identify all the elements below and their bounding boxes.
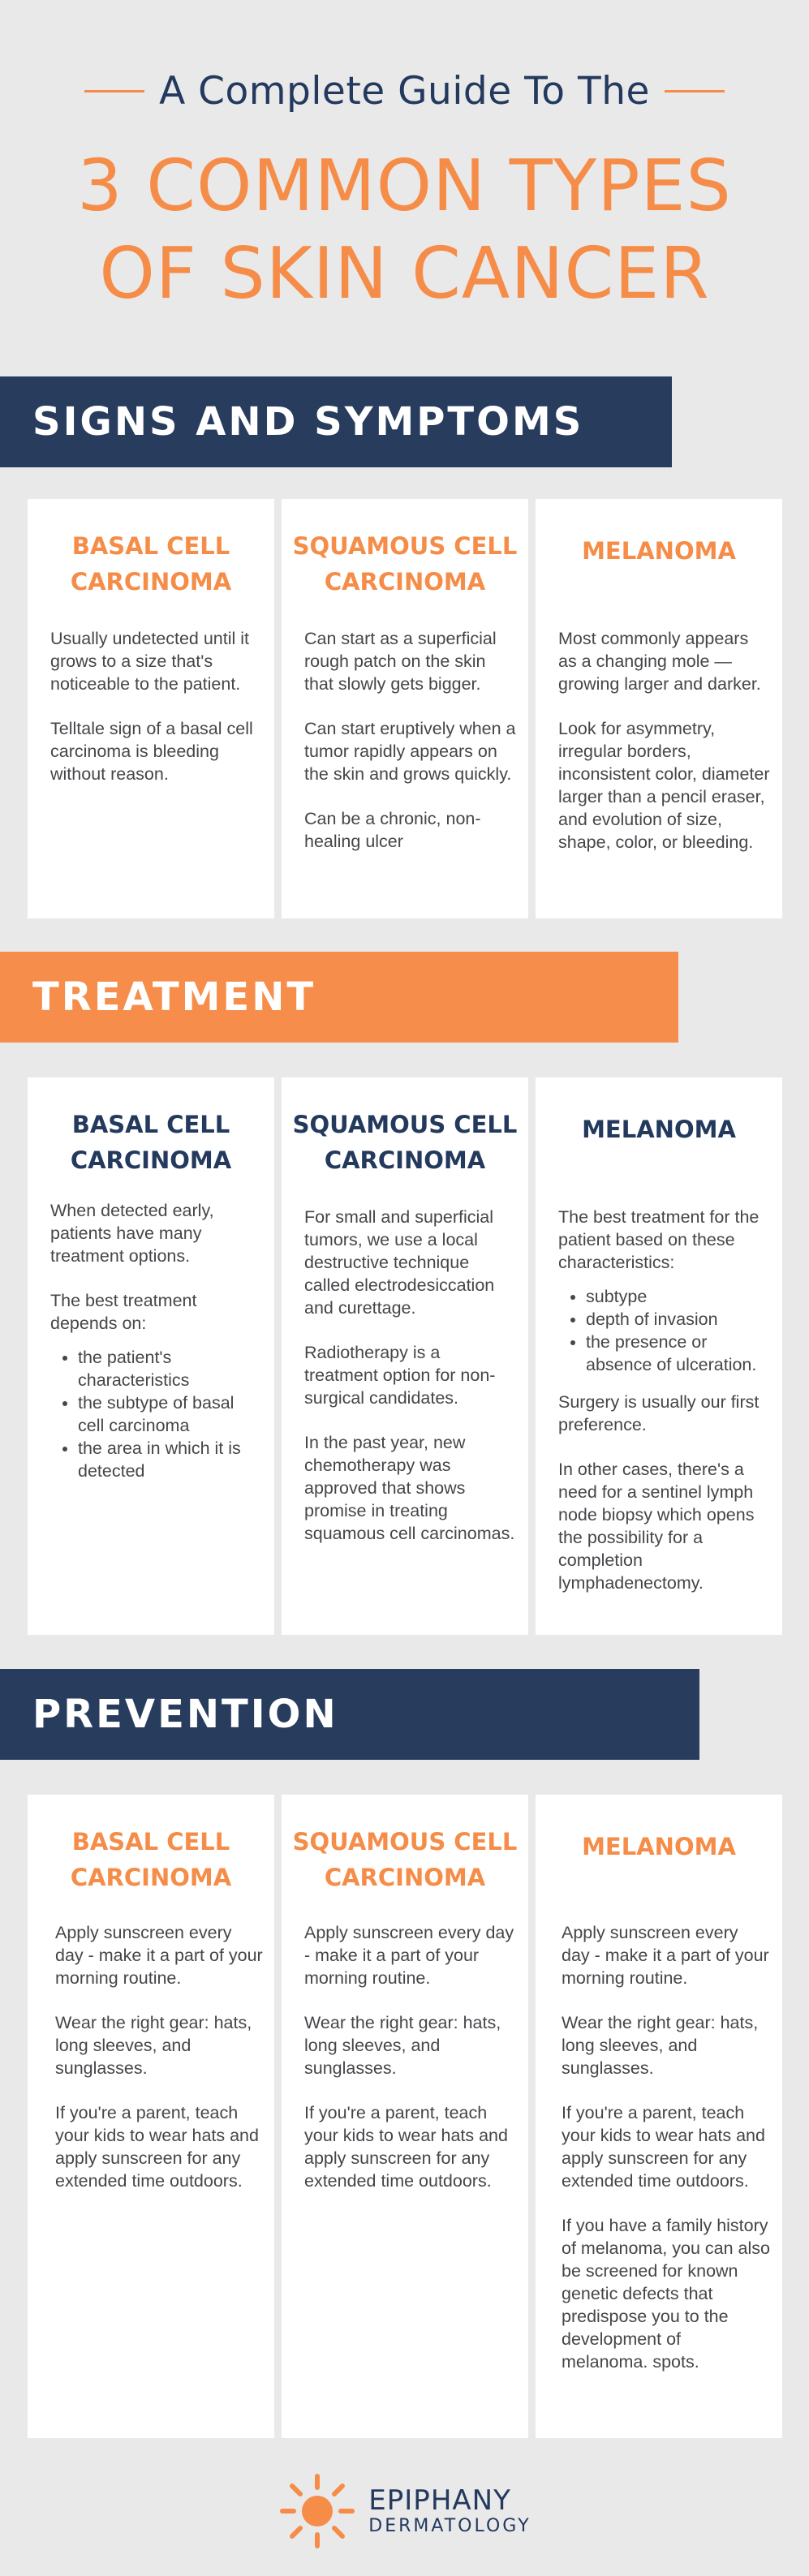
section-banner-treatment: [0, 952, 678, 1043]
card-body: [50, 627, 263, 807]
card-title: [544, 1112, 774, 1147]
signs-card-squamous: [282, 499, 528, 918]
card-title-line: CARCINOMA: [70, 568, 232, 596]
section-heading-signs: SIGNS AND SYMPTOMS: [32, 399, 584, 445]
sun-icon: [278, 2471, 357, 2551]
card-paragraph: Wear the right gear: hats, long sleeves, and sunglasses.: [304, 2013, 501, 2078]
card-body: [562, 1921, 771, 2395]
card-paragraph: If you're a parent, teach your kids to wear hats and apply sunscreen for any extended time outdoors.: [55, 2103, 259, 2191]
card-paragraph: Apply sunscreen every day - make it a part of your morning routine.: [55, 1923, 263, 1988]
card-paragraph: Radiotherapy is a treatment option for non-surgical candidates.: [304, 1343, 496, 1408]
card-paragraph: When detected early, patients have many treatment options.: [50, 1201, 214, 1266]
card-body: [50, 1199, 263, 1504]
card-body: [558, 627, 771, 875]
card-title: [290, 528, 520, 600]
card-paragraph: Apply sunscreen every day - make it a part of your morning routine.: [304, 1923, 514, 1988]
card-title-line: SQUAMOUS CELL: [292, 1828, 518, 1856]
card-paragraph: Wear the right gear: hats, long sleeves, and sunglasses.: [562, 2013, 759, 2078]
card-paragraph: Can start eruptively when a tumor rapidly appears on the skin and grows quickly.: [304, 719, 516, 784]
treatment-card-basal: [28, 1077, 274, 1635]
card-title-line: BASAL CELL: [71, 532, 230, 560]
logo-wordmark: [368, 2485, 531, 2537]
list-item: • subtype: [586, 1285, 771, 1308]
treatment-card-squamous: [282, 1077, 528, 1635]
card-title-line: CARCINOMA: [324, 568, 486, 596]
card-title-line: MELANOMA: [582, 1833, 736, 1860]
card-body: [304, 627, 517, 875]
card-title-line: BASAL CELL: [71, 1828, 230, 1856]
card-title-line: CARCINOMA: [324, 1864, 486, 1891]
card-title: [290, 1824, 520, 1895]
card-paragraph: The best treatment depends on:: [50, 1291, 197, 1333]
subtitle-left-rule: [84, 90, 144, 92]
card-paragraph: Telltale sign of a basal cell carcinoma is bleeding without reason.: [50, 719, 253, 784]
card-title-line: SQUAMOUS CELL: [292, 1111, 518, 1138]
card-title: [36, 1107, 266, 1178]
card-bullet-list: [50, 1346, 263, 1482]
list-item: • depth of invasion: [586, 1308, 771, 1331]
card-title: [290, 1107, 520, 1178]
card-body: [304, 1206, 517, 1567]
card-body: [55, 1921, 263, 2214]
footer-logo: [0, 2466, 809, 2556]
card-paragraph: Surgery is usually our first preference.: [558, 1392, 760, 1434]
card-body: [304, 1921, 517, 2214]
section-heading-prevention: PREVENTION: [32, 1692, 338, 1737]
signs-card-basal: [28, 499, 274, 918]
prevention-card-squamous: [282, 1795, 528, 2438]
list-item: • the subtype of basal cell carcinoma: [78, 1391, 263, 1437]
card-paragraph: Can start as a superficial rough patch on the skin that slowly gets bigger.: [304, 629, 497, 694]
card-title: [544, 533, 774, 569]
card-body: [558, 1206, 771, 1616]
page-title-line-2: OF SKIN CANCER: [99, 232, 710, 315]
list-item: • the patient's characteristics: [78, 1346, 263, 1391]
card-title-line: SQUAMOUS CELL: [292, 532, 518, 560]
card-paragraph: For small and superficial tumors, we use a local destructive technique called electrodesiccation and curettage.: [304, 1207, 495, 1318]
card-title-line: MELANOMA: [582, 537, 736, 565]
signs-card-melanoma: [536, 499, 782, 918]
card-title: [544, 1829, 774, 1864]
card-title-line: MELANOMA: [582, 1116, 736, 1143]
card-bullet-list: [558, 1285, 771, 1376]
prevention-card-basal: [28, 1795, 274, 2438]
card-paragraph: In the past year, new chemotherapy was approved that shows promise in treating squamous cell carcinomas.: [304, 1433, 515, 1543]
logo-sub: DERMATOLOGY: [368, 2516, 531, 2536]
card-paragraph: Apply sunscreen every day - make it a part of your morning routine.: [562, 1923, 769, 1988]
card-paragraph: Most commonly appears as a changing mole — growing larger and darker.: [558, 629, 761, 694]
subtitle-right-rule: [665, 90, 725, 92]
section-heading-treatment: TREATMENT: [32, 974, 316, 1020]
header-subtitle: A Complete Guide To The: [159, 68, 650, 114]
list-item: • the presence or absence of ulceration.: [586, 1331, 771, 1376]
card-title-line: CARCINOMA: [70, 1146, 232, 1174]
list-item: • the area in which it is detected: [78, 1437, 263, 1482]
page-title: [0, 142, 809, 317]
logo-name: EPIPHANY: [368, 2484, 511, 2517]
card-title-line: BASAL CELL: [71, 1111, 230, 1138]
card-title: [36, 528, 266, 600]
card-paragraph: In other cases, there's a need for a sentinel lymph node biopsy which opens the possibility for a completion lymphadenectomy.: [558, 1460, 755, 1593]
header-subtitle-row: [0, 65, 809, 117]
card-title-line: CARCINOMA: [70, 1864, 232, 1891]
card-paragraph: Wear the right gear: hats, long sleeves, and sunglasses.: [55, 2013, 252, 2078]
card-paragraph: The best treatment for the patient based on these characteristics:: [558, 1207, 760, 1272]
card-title-line: CARCINOMA: [324, 1146, 486, 1174]
page-title-line-1: 3 COMMON TYPES: [77, 144, 732, 227]
card-paragraph: Look for asymmetry, irregular borders, inconsistent color, diameter larger than a pencil eraser, and evolution of size, shape, color, or bleeding.: [558, 719, 770, 852]
prevention-card-melanoma: [536, 1795, 782, 2438]
treatment-card-melanoma: [536, 1077, 782, 1635]
card-paragraph: Can be a chronic, non-healing ulcer: [304, 809, 481, 851]
card-title: [36, 1824, 266, 1895]
section-banner-prevention: [0, 1669, 699, 1760]
card-paragraph: If you have a family history of melanoma, you can also be screened for known genetic defects that predispose you to the development of melanoma. spots.: [562, 2216, 770, 2372]
card-paragraph: If you're a parent, teach your kids to wear hats and apply sunscreen for any extended time outdoors.: [562, 2103, 765, 2191]
section-banner-signs: [0, 376, 672, 467]
card-paragraph: Usually undetected until it grows to a size that's noticeable to the patient.: [50, 629, 250, 694]
card-paragraph: If you're a parent, teach your kids to wear hats and apply sunscreen for any extended time outdoors.: [304, 2103, 508, 2191]
